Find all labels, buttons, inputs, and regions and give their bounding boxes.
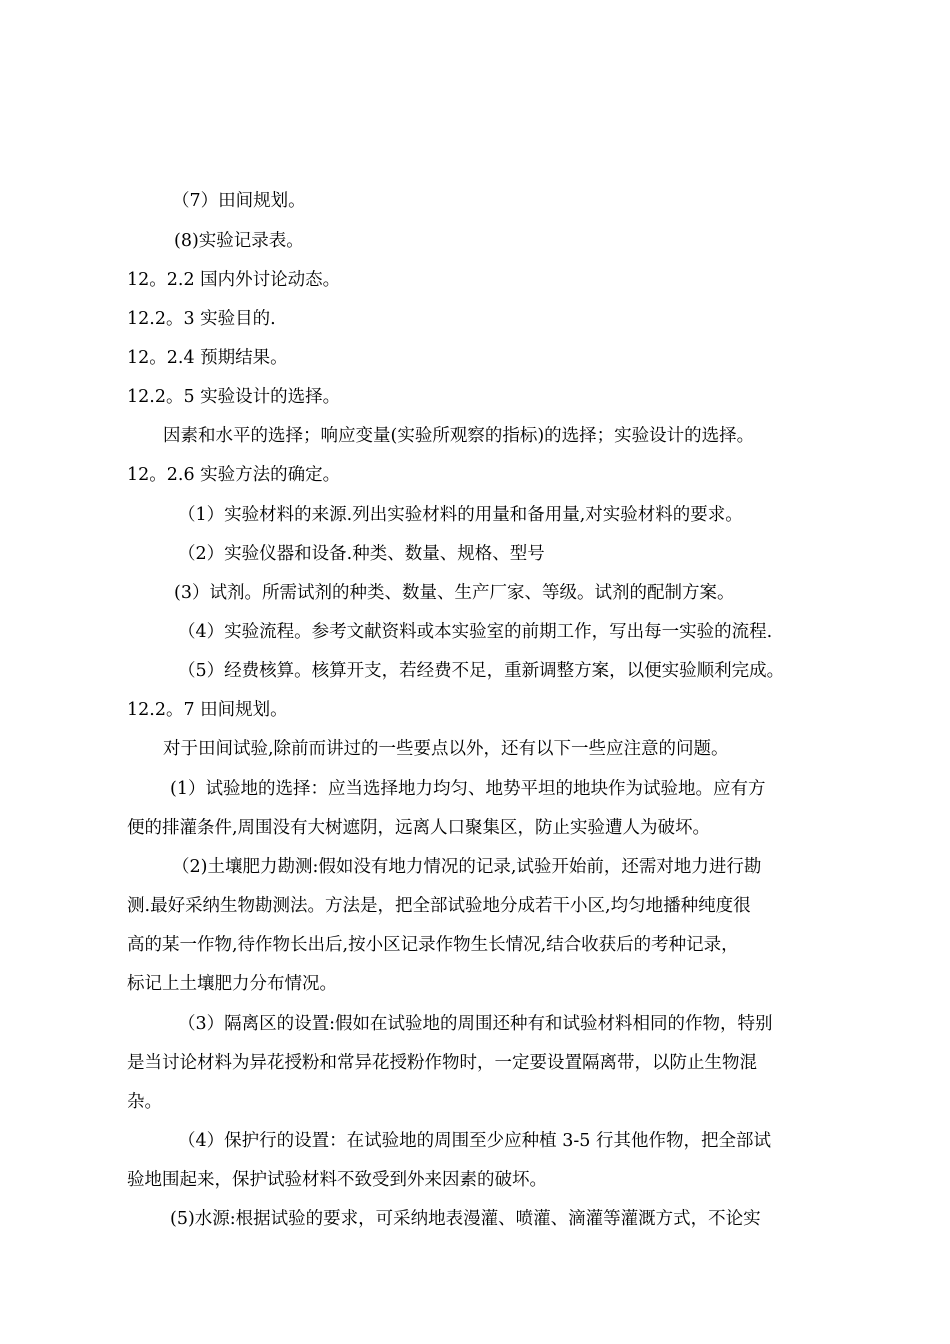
paragraph-line: 测.最好采纳生物勘测法。方法是，把全部试验地分成若干小区,均匀地播种纯度很 [127, 896, 751, 916]
list-item-materials: （1）实验材料的来源.列出实验材料的用量和备用量,对实验材料的要求。 [178, 505, 743, 525]
section-heading-12-2-4: 12。2.4 预期结果。 [127, 348, 288, 368]
paragraph-line: 标记上土壤肥力分布情况。 [127, 974, 337, 994]
list-item-workflow: （4）实验流程。参考文献资料或本实验室的前期工作，写出每一实验的流程. [178, 622, 773, 642]
paragraph-line: 杂。 [127, 1092, 162, 1112]
list-item-instruments: （2）实验仪器和设备.种类、数量、规格、型号 [178, 544, 545, 564]
paragraph-line: 便的排灌条件,周围没有大树遮阴，远离人口聚集区，防止实验遭人为破坏。 [127, 818, 711, 838]
paragraph-line: 对于田间试验,除前而讲过的一些要点以外，还有以下一些应注意的问题。 [163, 739, 729, 759]
paragraph-line: （2)土壤肥力勘测:假如没有地力情况的记录,试验开始前，还需对地力进行勘 [172, 857, 762, 877]
section-heading-12-2-3: 12.2。3 实验目的. [127, 309, 276, 329]
paragraph-line: (5)水源:根据试验的要求，可采纳地表漫灌、喷灌、滴灌等灌溉方式，不论实 [170, 1209, 761, 1229]
paragraph-line: 高的某一作物,待作物长出后,按小区记录作物生长情况,结合收获后的考种记录， [127, 935, 739, 955]
paragraph-line: 验地围起来，保护试验材料不致受到外来因素的破坏。 [127, 1170, 547, 1190]
list-item-field-planning: （7）田间规划。 [172, 191, 306, 211]
section-heading-12-2-5: 12.2。5 实验设计的选择。 [127, 387, 341, 407]
section-heading-12-2-2: 12。2.2 国内外讨论动态。 [127, 270, 341, 290]
list-item-budget: （5）经费核算。核算开支，若经费不足，重新调整方案，以便实验顺利完成。 [178, 661, 785, 681]
section-heading-12-2-7: 12.2。7 田间规划。 [127, 700, 288, 720]
paragraph-line: （3）隔离区的设置:假如在试验地的周围还种有和试验材料相同的作物，特别 [178, 1014, 773, 1034]
paragraph-line: 因素和水平的选择；响应变量(实验所观察的指标)的选择；实验设计的选择。 [163, 426, 755, 446]
paragraph-line: (1）试验地的选择：应当选择地力均匀、地势平坦的地块作为试验地。应有方 [170, 779, 766, 799]
list-item-reagents: (3）试剂。所需试剂的种类、数量、生产厂家、等级。试剂的配制方案。 [174, 583, 735, 603]
list-item-record-table: (8)实验记录表。 [174, 231, 304, 251]
paragraph-line: 是当讨论材料为异花授粉和常异花授粉作物时，一定要设置隔离带，以防止生物混 [127, 1053, 757, 1073]
section-heading-12-2-6: 12。2.6 实验方法的确定。 [127, 465, 341, 485]
paragraph-line: （4）保护行的设置：在试验地的周围至少应种植 3-5 行其他作物，把全部试 [178, 1131, 771, 1151]
